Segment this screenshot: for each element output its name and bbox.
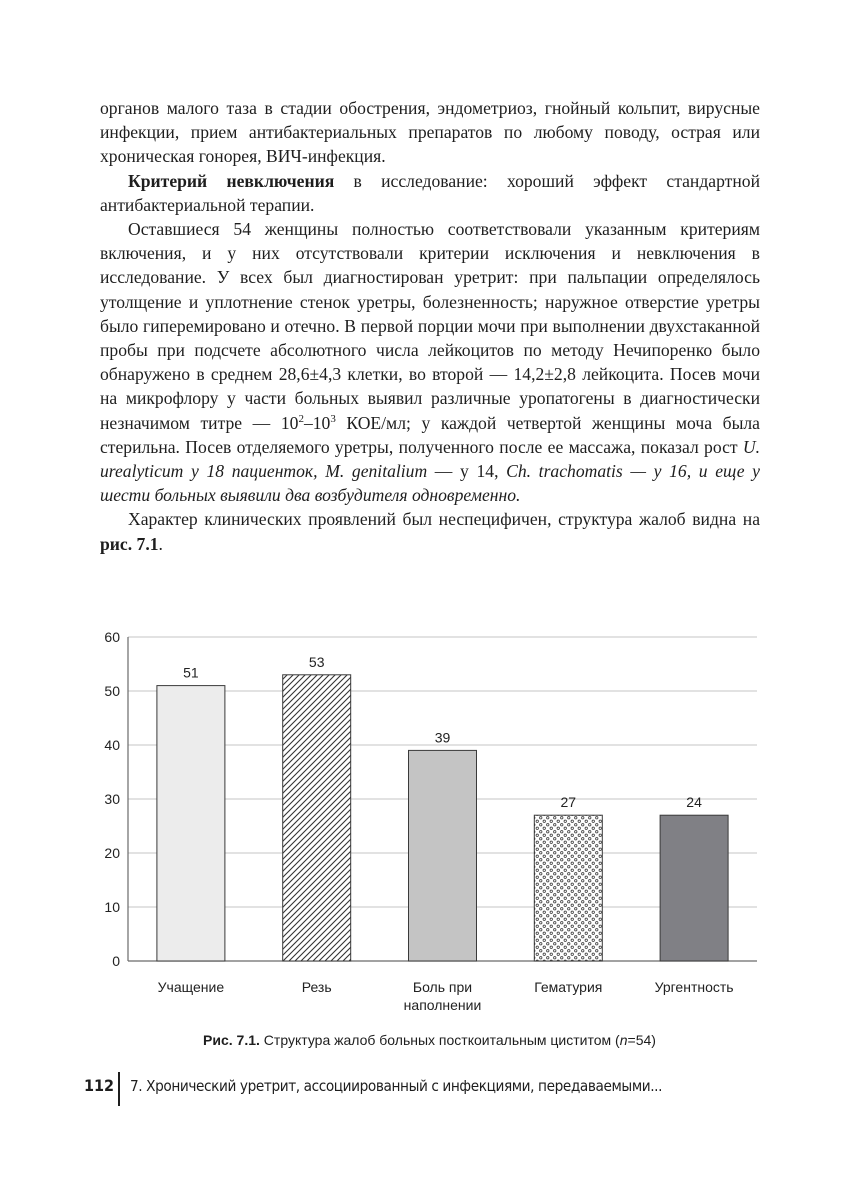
bar-chart <box>0 620 859 1030</box>
term-exclusion-criterion: Критерий невключения <box>128 170 335 191</box>
bar-4 <box>534 815 602 961</box>
running-chapter-title: 7. Хронический уретрит, ассоциированный с инфекциями, передаваемыми... <box>130 1077 663 1095</box>
page-footer <box>84 1072 784 1106</box>
x-tick-label-1: Учащение <box>157 979 225 995</box>
x-tick-label-3-line-2: наполнении <box>403 997 482 1013</box>
y-axis-ticks <box>104 629 120 969</box>
y-tick-label-10: 10 <box>104 899 120 915</box>
paragraph-4: Характер клинических проявлений был неспецифичен, структура жалоб видна на рис. 7.1. <box>100 509 760 554</box>
body-text <box>100 96 760 556</box>
x-tick-label-2: Резь <box>301 979 332 995</box>
footer-divider <box>118 1072 120 1106</box>
bar-3 <box>409 750 477 961</box>
figure-caption: Рис. 7.1. Структура жалоб больных посткоитальным циститом (n=54) <box>203 1032 656 1048</box>
data-label-1: 51 <box>183 664 199 681</box>
paragraph-3: Оставшиеся 54 женщины полностью соответствовали указанным критериям включения, и у них отсутствовали критерии исключения и невключения в исследование. У всех был диагностирован уретрит: при пальпации определялось утолщение и уплотнение стенок уретры, болезненность; наружное отверстие уретры было гиперемировано и отечно. В первой порции мочи при выполнении двухстаканной пробы при подсчете абсолютного числа лейкоцитов по методу Нечипоренко было обнаружено в среднем 28,6±4,3 клетки, во второй — 14,2±2,8 лейкоцита. Посев мочи на микрофлору у части больных выявил различные уропатогены в диагностически незначимом титре — $10^2-10^3$ КОЕ/мл; у каждой четвертой женщины моча была стерильна. Посев отделяемого уретры, полученного после ее массажа, показал рост U. urealyticum у 18 пациенток, M. genitalium — у 14, Ch. trachomatis — у 16, и еще у шести больных выявили два возбудителя одновременно. <box>100 219 760 506</box>
paragraph-2: Критерий невключения в исследование: хороший эффект стандартной антибактериальной терапии. <box>100 170 760 215</box>
paragraph-1: органов малого таза в стадии обострения, эндометриоз, гнойный кольпит, вирусные инфекции, прием антибактериальных препаратов по любому поводу, острая или хроническая гонорея, ВИЧ-инфекция. <box>100 98 760 167</box>
data-label-2: 53 <box>308 653 325 670</box>
page-number: 112 <box>84 1076 115 1095</box>
data-label-3: 39 <box>434 729 451 746</box>
data-label-5: 24 <box>686 794 702 811</box>
y-tick-label-60: 60 <box>104 629 120 645</box>
x-tick-label-5: Ургентность <box>654 979 734 995</box>
figure-reference: рис. 7.1 <box>100 533 159 554</box>
bar-5 <box>660 815 728 961</box>
x-tick-label-4: Гематурия <box>534 979 603 995</box>
y-tick-label-50: 50 <box>104 683 120 699</box>
bars <box>157 675 728 961</box>
bar-1 <box>157 686 225 961</box>
y-tick-label-40: 40 <box>104 737 120 753</box>
y-tick-label-0: 0 <box>112 953 120 969</box>
x-tick-label-3-line-1: Боль при <box>412 979 473 995</box>
bar-2 <box>283 675 351 961</box>
x-axis-labels <box>158 979 734 1013</box>
y-tick-label-20: 20 <box>104 845 120 861</box>
y-tick-label-30: 30 <box>104 791 120 807</box>
data-label-4: 27 <box>560 794 577 811</box>
